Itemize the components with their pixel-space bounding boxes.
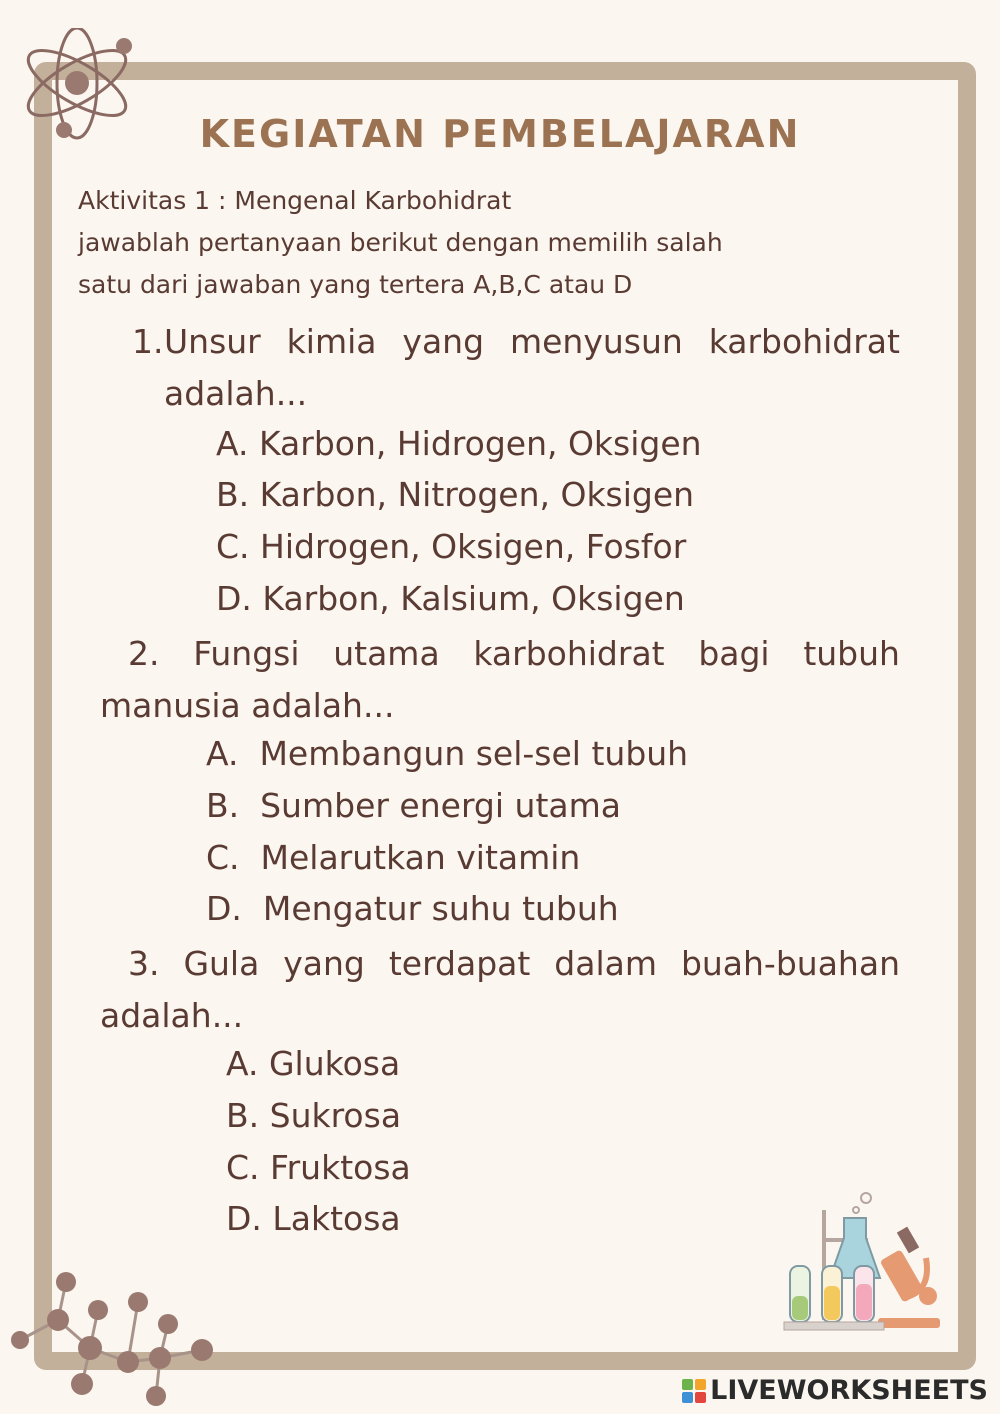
answer-option[interactable]: D. Karbon, Kalsium, Oksigen <box>216 579 685 618</box>
question-text-line-2: adalah... <box>164 374 308 413</box>
question-1 <box>132 316 900 420</box>
lab-equipment-icon <box>782 1188 942 1338</box>
question-number: 3. <box>128 944 160 983</box>
question-word: Gula <box>183 944 260 983</box>
question-3 <box>100 938 900 1042</box>
question-word: Unsur <box>164 322 261 361</box>
activity-title: Aktivitas 1 : Mengenal Karbohidrat <box>78 186 512 215</box>
answer-option[interactable]: C. Hidrogen, Oksigen, Fosfor <box>216 527 687 566</box>
question-text-line-2: manusia adalah... <box>100 686 395 725</box>
instruction-line-2: satu dari jawaban yang tertera A,B,C atau D <box>78 270 633 299</box>
molecule-icon <box>10 1262 225 1412</box>
question-word: karbohidrat <box>473 634 665 673</box>
question-word: buah-buahan <box>680 944 900 983</box>
question-text-line-2: adalah... <box>100 996 244 1035</box>
instruction-line-1: jawablah pertanyaan berikut dengan memilih salah <box>78 228 723 257</box>
question-word: menyusun <box>509 322 683 361</box>
page-title: KEGIATAN PEMBELAJARAN <box>199 112 801 156</box>
answer-option[interactable]: D. Mengatur suhu tubuh <box>206 889 619 928</box>
answer-option[interactable]: C. Melarutkan vitamin <box>206 838 581 877</box>
answer-option[interactable]: B. Sukrosa <box>226 1096 402 1135</box>
answer-option[interactable]: C. Fruktosa <box>226 1148 411 1187</box>
answer-option[interactable]: D. Laktosa <box>226 1199 401 1238</box>
question-word: bagi <box>698 634 770 673</box>
liveworksheets-logo-icon <box>682 1379 706 1403</box>
question-word: yang <box>402 322 485 361</box>
question-number: 2. <box>128 634 160 673</box>
liveworksheets-logo <box>682 1375 988 1406</box>
answer-option[interactable]: A. Glukosa <box>226 1044 401 1083</box>
answer-option[interactable]: A. Karbon, Hidrogen, Oksigen <box>216 424 702 463</box>
question-number: 1. <box>132 322 164 361</box>
answer-option[interactable]: B. Sumber energi utama <box>206 786 621 825</box>
answer-option[interactable]: A. Membangun sel-sel tubuh <box>206 734 689 773</box>
question-word: Fungsi <box>193 634 300 673</box>
question-word: utama <box>333 634 440 673</box>
question-word: tubuh <box>803 634 900 673</box>
brand-name: LIVEWORKSHEETS <box>710 1375 988 1406</box>
answer-option[interactable]: B. Karbon, Nitrogen, Oksigen <box>216 475 695 514</box>
question-word: terdapat <box>388 944 531 983</box>
question-word: yang <box>283 944 365 983</box>
question-word: kimia <box>286 322 377 361</box>
question-word: karbohidrat <box>708 322 900 361</box>
question-word: dalam <box>554 944 657 983</box>
instructions <box>78 180 723 306</box>
question-2 <box>100 628 900 732</box>
